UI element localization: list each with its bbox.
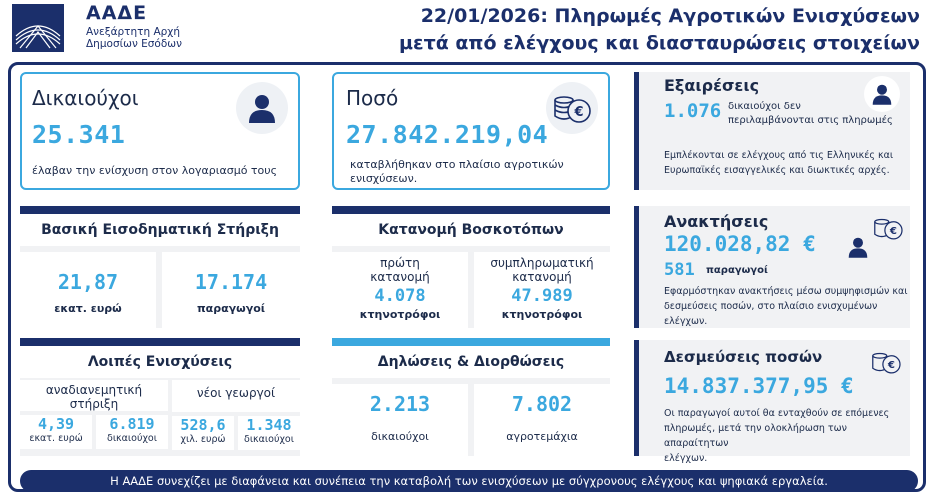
exclusions-desc-line1: Εμπλέκονται σε ελέγχους από τις Ελληνικές και	[664, 150, 894, 161]
commitments-panel	[634, 340, 910, 464]
exclusions-value-label-line2: περιλαμβάνονται στις πληρωμές	[728, 115, 893, 126]
amount-title: Ποσό	[346, 86, 399, 110]
young-amount-box	[172, 416, 234, 450]
euro-coins-icon	[870, 348, 902, 376]
amount-desc-line1: καταβλήθηκαν στο πλαίσιο αγροτικών	[350, 158, 564, 171]
pasture-second-cell	[474, 252, 610, 328]
other-aid-bar	[20, 338, 300, 346]
recoveries-producers-value: 581	[664, 260, 695, 280]
pasture-second-label-line2: κατανομή	[512, 270, 572, 284]
pasture-first-label-line1: πρώτη	[380, 256, 420, 270]
basic-income-amount-value: 21,87	[57, 270, 119, 294]
footer-banner: Η ΑΑΔΕ συνεχίζει με διαφάνεια και συνέπεια την καταβολή των ενισχύσεων με σύγχρονους ελέγχους και ψηφιακά εργαλεία.	[20, 470, 918, 492]
exclusions-value-label-line1: δικαιούχοι δεν	[728, 101, 801, 112]
declarations-beneficiaries-value: 2.213	[369, 392, 431, 416]
recoveries-desc-line3: ελέγχων.	[664, 316, 708, 327]
recoveries-amount: 120.028,82 €	[664, 232, 816, 256]
beneficiaries-desc: έλαβαν την ενίσχυση στον λογαριασμό τους	[32, 164, 278, 177]
declarations-parcels-value: 7.802	[511, 392, 573, 416]
amount-card	[332, 72, 610, 190]
redistributive-amount: 4,39	[37, 415, 75, 433]
logo-subtitle-line2: Δημοσίων Εσόδων	[86, 38, 182, 50]
beneficiaries-icon-wrap	[236, 82, 288, 134]
pasture-title: Κατανομή Βοσκοτόπων	[332, 214, 610, 246]
declarations-parcels-label: αγροτεμάχια	[506, 430, 578, 443]
commitments-desc-line3: ελέγχων.	[664, 453, 708, 464]
pasture-second-label-line1: συμπληρωματική	[490, 256, 594, 270]
commitments-desc-line1: Οι παραγωγοί αυτοί θα ενταχθούν σε επόμενες	[664, 408, 890, 419]
commitments-desc-line2: πληρωμές, μετά την ολοκλήρωση των απαραίτητων	[664, 423, 847, 449]
redistributive-label-line2: στήριξη	[20, 397, 168, 411]
recoveries-accent	[634, 206, 639, 328]
exclusions-accent	[634, 72, 639, 190]
commitments-amount: 14.837.377,95 €	[664, 374, 854, 398]
pasture-first-cell	[332, 252, 468, 328]
commitments-title: Δεσμεύσεις ποσών	[664, 348, 823, 366]
young-amount: 528,6	[180, 416, 226, 434]
page-title	[399, 3, 920, 57]
header	[0, 0, 936, 60]
pasture-first-label-line2: κατανομή	[370, 270, 430, 284]
young-farmers-cell	[172, 380, 300, 456]
other-aid-panel	[20, 338, 300, 456]
recoveries-producers-label: παραγωγοί	[706, 265, 768, 276]
commitments-accent	[634, 340, 639, 456]
beneficiaries-title: Δικαιούχοι	[32, 86, 139, 110]
young-count-unit: δικαιούχοι	[244, 434, 294, 445]
basic-income-title: Βασική Εισοδηματική Στήριξη	[20, 214, 300, 246]
declarations-beneficiaries-label: δικαιούχοι	[371, 430, 429, 443]
svg-text:€: €	[889, 226, 897, 238]
pasture-first-value: 4.078	[374, 286, 426, 306]
logo-title: ΑΑΔΕ	[86, 2, 148, 24]
young-count: 1.348	[246, 416, 292, 434]
beneficiaries-value: 25.341	[32, 120, 126, 149]
euro-coins-icon	[552, 90, 592, 126]
beneficiaries-card	[20, 72, 300, 190]
redistributive-amount-box	[20, 415, 92, 449]
page-title-line2: μετά από ελέγχους και διασταυρώσεις στοιχείων	[399, 32, 920, 54]
young-amount-unit: χιλ. ευρώ	[180, 434, 226, 445]
euro-coins-icon	[872, 214, 904, 242]
page-title-line1: 22/01/2026: Πληρωμές Αγροτικών Ενισχύσεων	[420, 5, 920, 27]
young-farmers-values	[172, 416, 300, 450]
basic-income-producers-value: 17.174	[194, 270, 268, 294]
amount-desc-line2: ενισχύσεων.	[350, 172, 418, 185]
redistributive-cell	[20, 380, 168, 456]
commitments-desc	[664, 406, 910, 466]
young-farmers-label: νέοι γεωργοί	[172, 380, 300, 412]
pasture-second-unit: κτηνοτρόφοι	[501, 308, 583, 321]
young-count-box	[238, 416, 300, 450]
aade-logo-icon	[12, 4, 64, 52]
declarations-beneficiaries-cell	[332, 384, 468, 456]
person-icon	[248, 93, 276, 123]
svg-text:€: €	[887, 360, 895, 372]
exclusions-desc-line2: Ευρωπαϊκές εισαγγελικές και διωκτικές αρχές.	[664, 165, 890, 176]
logo-subtitle-line1: Ανεξάρτητη Αρχή	[86, 26, 181, 38]
basic-income-panel	[20, 206, 300, 328]
amount-icon-wrap	[546, 82, 598, 134]
recoveries-panel	[634, 206, 910, 328]
recoveries-desc-line2: δεσμεύσεις ποσών, στο πλαίσιο ενισχυμένων	[664, 301, 878, 312]
basic-income-producers-label: παραγωγοί	[196, 302, 266, 315]
redistributive-label-line1: αναδιανεμητική	[20, 380, 168, 397]
redistributive-count-box	[96, 415, 168, 449]
exclusions-desc	[664, 148, 893, 178]
redistributive-count-unit: δικαιούχοι	[107, 433, 157, 444]
declarations-panel	[332, 338, 610, 456]
recoveries-desc-line1: Εφαρμόστηκαν ανακτήσεις μέσω συμψηφισμών και	[664, 286, 908, 297]
declarations-title: Δηλώσεις & Διορθώσεις	[332, 346, 610, 378]
svg-text:€: €	[574, 105, 584, 120]
pasture-second-value: 47.989	[511, 286, 573, 306]
redistributive-values	[20, 415, 168, 449]
basic-income-bar	[20, 206, 300, 214]
basic-income-producers-cell	[162, 252, 300, 328]
basic-income-amount-cell	[20, 252, 156, 328]
other-aid-title: Λοιπές Ενισχύσεις	[20, 346, 300, 378]
recoveries-title: Ανακτήσεις	[664, 212, 769, 231]
amount-desc	[350, 158, 564, 186]
redistributive-amount-unit: εκατ. ευρώ	[29, 433, 83, 444]
exclusions-title: Εξαιρέσεις	[664, 76, 760, 95]
pasture-panel	[332, 206, 610, 328]
person-icon	[848, 236, 868, 258]
recoveries-desc	[664, 284, 907, 329]
redistributive-count: 6.819	[109, 415, 155, 433]
basic-income-amount-label: εκατ. ευρώ	[54, 302, 122, 315]
pasture-first-unit: κτηνοτρόφοι	[359, 308, 441, 321]
declarations-parcels-cell	[474, 384, 610, 456]
amount-value: 27.842.219,04	[346, 120, 549, 149]
pasture-bar	[332, 206, 610, 214]
exclusions-panel	[634, 72, 910, 190]
declarations-bar	[332, 338, 610, 346]
logo-subtitle	[86, 26, 182, 50]
exclusions-value: 1.076	[664, 100, 722, 122]
exclusions-value-label	[728, 100, 893, 128]
